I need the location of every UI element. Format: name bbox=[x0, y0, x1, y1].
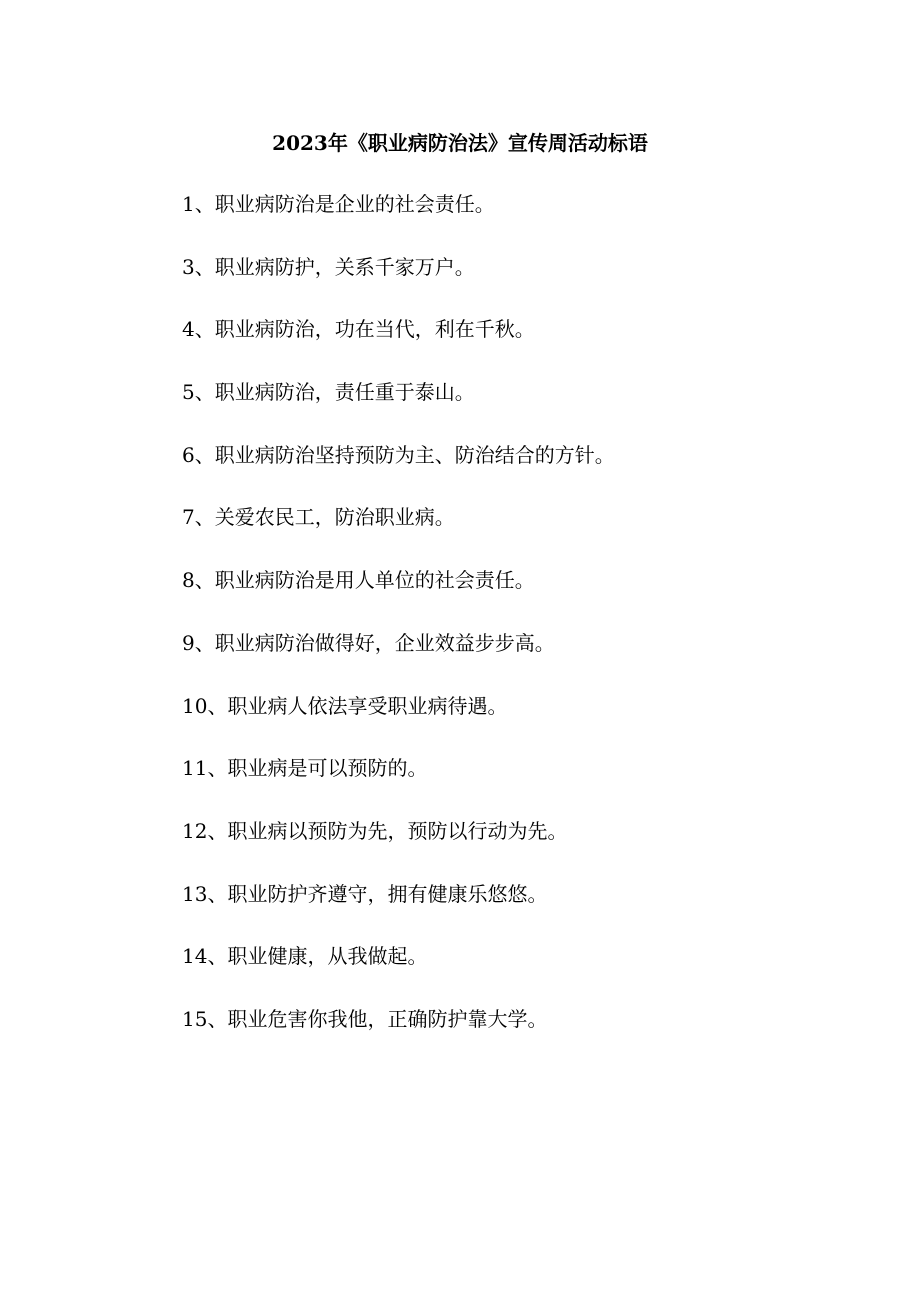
slogan-item: 8、职业病防治是用人单位的社会责任。 bbox=[182, 568, 535, 593]
slogan-item: 9、职业病防治做得好，企业效益步步高。 bbox=[182, 630, 555, 655]
slogan-item: 14、职业健康，从我做起。 bbox=[182, 944, 428, 969]
slogan-item: 11、职业病是可以预防的。 bbox=[182, 756, 428, 781]
document-title: 2023年《职业病防治法》宣传周活动标语 bbox=[272, 131, 648, 155]
slogan-item: 12、职业病以预防为先，预防以行动为先。 bbox=[182, 818, 568, 843]
slogan-item: 3、职业病防护，关系千家万户。 bbox=[182, 254, 475, 279]
slogan-item: 10、职业病人依法享受职业病待遇。 bbox=[182, 693, 508, 718]
slogan-item: 4、职业病防治，功在当代，利在千秋。 bbox=[182, 317, 535, 342]
slogan-item: 6、职业病防治坚持预防为主、防治结合的方针。 bbox=[182, 442, 615, 467]
slogan-item: 7、关爱农民工，防治职业病。 bbox=[182, 505, 455, 530]
slogan-item: 1、职业病防治是企业的社会责任。 bbox=[182, 192, 495, 216]
slogan-item: 13、职业防护齐遵守，拥有健康乐悠悠。 bbox=[182, 881, 548, 906]
slogan-item: 15、职业危害你我他，正确防护靠大学。 bbox=[182, 1006, 548, 1031]
slogan-list bbox=[182, 189, 615, 1067]
slogan-item: 5、职业病防治，责任重于泰山。 bbox=[182, 380, 475, 405]
